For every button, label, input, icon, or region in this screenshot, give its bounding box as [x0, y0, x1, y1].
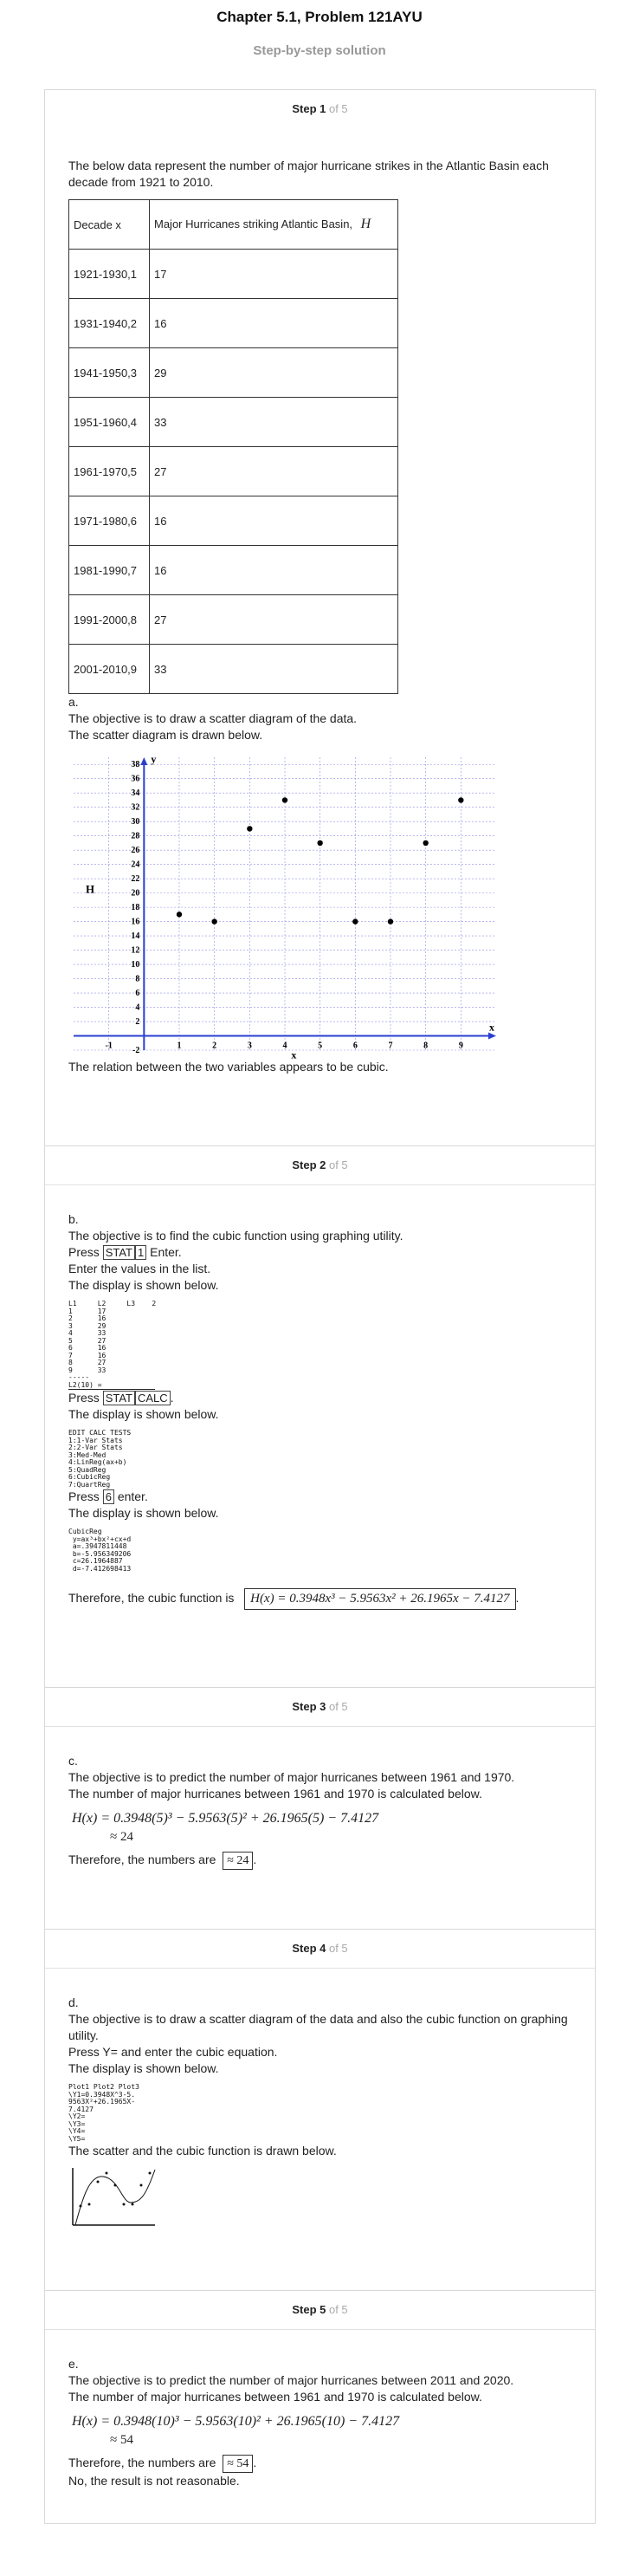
table-header-decade: Decade x	[69, 200, 150, 250]
enter-values-text: Enter the values in the list.	[68, 1262, 211, 1275]
y-tick-label: 30	[131, 817, 140, 827]
hurricane-table	[68, 199, 398, 694]
scatter-point	[317, 840, 322, 846]
part-e-answer: Therefore, the numbers are ≈ 54 .	[68, 2455, 571, 2473]
graph-point	[114, 2184, 117, 2187]
y-tick-label: 10	[131, 960, 140, 970]
y-tick-label: 24	[131, 860, 140, 870]
display-text: The display is shown below.	[68, 2061, 219, 2075]
y-tick-label: 38	[131, 760, 140, 770]
y-tick-label: 8	[135, 974, 140, 984]
table-row: 1931-1940,2 16	[69, 299, 398, 348]
table-row: 1971-1980,6 16	[69, 496, 398, 546]
table-row: 1991-2000,8 27	[69, 595, 398, 645]
step-1-header: Step 1 of 5	[292, 102, 348, 115]
part-e-objective: The objective is to predict the number of major hurricanes between 2011 and 2020.	[68, 2373, 514, 2387]
y-tick-label: -2	[132, 1046, 140, 1055]
stat-key: STAT	[103, 1245, 135, 1260]
part-c-approx: ≈ 24	[110, 1830, 133, 1844]
step-5-header: Step 5 of 5	[292, 2303, 348, 2316]
step-2-card	[44, 1145, 596, 1688]
x-tick-label: 4	[282, 1041, 287, 1051]
part-a-conclusion: The relation between the two variables appears to be cubic.	[68, 1060, 389, 1074]
y-axis-label: H	[86, 882, 95, 896]
x-tick-label: 7	[388, 1041, 393, 1051]
x-axis-label: x	[291, 1048, 297, 1059]
graph-point	[132, 2203, 134, 2206]
key-6: 6	[103, 1489, 114, 1504]
step-divider	[45, 1968, 595, 1969]
step-divider	[45, 1184, 595, 1185]
part-e-approx: ≈ 54	[110, 2433, 133, 2447]
graph-point	[123, 2203, 126, 2206]
graph-point	[88, 2203, 91, 2206]
part-d-drawn: The scatter and the cubic function is drawn below.	[68, 2144, 337, 2157]
part-e-label: e.	[68, 2357, 79, 2371]
scatter-point	[247, 826, 252, 831]
y-tick-label: 2	[135, 1017, 140, 1028]
calculator-cubicreg-screen: CubicReg y=ax³+bx²+cx+d a=.3947811448 b=-5.956349206 c=26.1964887 d=-7.412698413	[68, 1528, 132, 1573]
x-tick-label: 9	[458, 1041, 463, 1051]
scatter-point	[458, 797, 463, 802]
step-5-card	[44, 2290, 596, 2524]
calculator-y-editor-screen: Plot1 Plot2 Plot3 \Y1=0.3948X^3-5. 9563X²+26.1965X- 7.4127 \Y2= \Y3= \Y4= \Y5=	[68, 2083, 139, 2143]
press-stat-calc: Press STAT CALC .	[68, 1391, 174, 1405]
cubic-graph-screen	[68, 2164, 164, 2232]
step-divider	[45, 2329, 595, 2330]
y-axis-arrow	[140, 757, 147, 765]
graph-point	[80, 2205, 82, 2208]
table-row: 1981-1990,7 16	[69, 546, 398, 595]
scatter-chart	[68, 747, 501, 1059]
table-header-hurricanes: Major Hurricanes striking Atlantic Basin, H	[150, 200, 398, 250]
x-axis-letter: x	[489, 1021, 494, 1034]
graph-point	[140, 2184, 143, 2187]
cubic-function-box: H(x) = 0.3948x³ − 5.9563x² + 26.1965x − 7.4127	[244, 1588, 515, 1610]
display-text: The display is shown below.	[68, 1407, 219, 1421]
part-c-calc: The number of major hurricanes between 1961 and 1970 is calculated below.	[68, 1787, 482, 1801]
y-tick-label: 26	[131, 846, 140, 856]
calc-key: CALC	[135, 1391, 171, 1405]
y-tick-label: 6	[135, 989, 140, 999]
scatter-point	[211, 918, 216, 924]
y-tick-label: 16	[131, 917, 140, 927]
table-row: 1941-1950,3 29	[69, 348, 398, 398]
y-tick-label: 14	[131, 931, 140, 942]
x-tick-label: 5	[318, 1041, 323, 1051]
y-axis-letter: y	[151, 753, 157, 765]
part-e-equation: H(x) = 0.3948(10)³ − 5.9563(10)² + 26.1965(10) − 7.4127	[72, 2414, 400, 2429]
x-tick-label: 6	[352, 1041, 358, 1051]
scatter-point	[352, 918, 358, 924]
press-6: Press 6 enter.	[68, 1489, 148, 1503]
y-tick-label: 28	[131, 831, 140, 841]
x-axis-arrow	[488, 1033, 496, 1040]
part-c-objective: The objective is to predict the number of major hurricanes between 1961 and 1970.	[68, 1770, 515, 1784]
answer-box: ≈ 54	[223, 2455, 253, 2473]
table-row: 1961-1970,5 27	[69, 447, 398, 496]
part-e-reasonable: No, the result is not reasonable.	[68, 2474, 240, 2488]
x-tick-label: 2	[212, 1041, 217, 1051]
y-tick-label: 36	[131, 774, 140, 784]
x-tick-label: 3	[247, 1041, 252, 1051]
table-header-row	[69, 200, 398, 250]
table-row: 1951-1960,4 33	[69, 398, 398, 447]
step-3-header: Step 3 of 5	[292, 1700, 348, 1713]
y-tick-label: 32	[131, 802, 140, 813]
x-tick-label: 8	[423, 1041, 429, 1051]
part-c-label: c.	[68, 1754, 78, 1768]
graph-point	[149, 2172, 152, 2175]
y-tick-label: 12	[131, 945, 140, 956]
graph-point	[97, 2181, 100, 2183]
key-1: 1	[135, 1245, 146, 1260]
y-tick-label: 34	[131, 788, 140, 799]
cubic-curve	[75, 2170, 155, 2225]
part-d-label: d.	[68, 1995, 79, 2009]
y-tick-label: 4	[135, 1002, 140, 1013]
page-title: Chapter 5.1, Problem 121AYU	[216, 9, 423, 25]
scatter-point	[282, 797, 287, 802]
part-c-answer: Therefore, the numbers are ≈ 24 .	[68, 1852, 571, 1870]
display-text: The display is shown below.	[68, 1278, 219, 1292]
scatter-point	[177, 912, 182, 917]
step-4-card	[44, 1929, 596, 2291]
press-stat-1: Press STAT 1 Enter.	[68, 1245, 182, 1259]
part-a-objective: The objective is to draw a scatter diagram of the data.	[68, 711, 358, 725]
x-tick-label: 1	[177, 1041, 182, 1051]
scatter-point	[423, 840, 428, 846]
calculator-calc-menu-screen: EDIT CALC TESTS 1:1-Var Stats 2:2-Var Stats 3:Med-Med 4:LinReg(ax+b) 5:QuadReg 6:CubicReg 7:QuartReg	[68, 1429, 132, 1489]
step-3-card	[44, 1687, 596, 1930]
calculator-list-screen: L1 L2 L3 2 1 17 2 16 3 29 4 33 5 27 6 16 7 16 8 27 9 33 ----- L2(10) =	[68, 1300, 157, 1389]
part-b-objective: The objective is to find the cubic function using graphing utility.	[68, 1229, 403, 1243]
scatter-point	[388, 918, 393, 924]
display-text: The display is shown below.	[68, 1506, 219, 1520]
y-tick-label: 20	[131, 888, 140, 899]
page-subtitle: Step-by-step solution	[253, 43, 386, 58]
x-tick-label: -1	[105, 1041, 113, 1051]
part-e-calc: The number of major hurricanes between 1961 and 1970 is calculated below.	[68, 2390, 482, 2404]
table-row: 1921-1930,1 17	[69, 250, 398, 299]
step-1-intro: The below data represent the number of major hurricane strikes in the Atlantic Basin each decade from 1921 to 2010.	[68, 159, 549, 189]
y-tick-label: 22	[131, 874, 140, 885]
table-row: 2001-2010,9 33	[69, 645, 398, 694]
y-tick-label: 18	[131, 903, 140, 913]
part-d-press: Press Y= and enter the cubic equation.	[68, 2045, 278, 2059]
part-d-objective: The objective is to draw a scatter diagram of the data and also the cubic function on graphing utility.	[68, 2012, 568, 2042]
part-b-label: b.	[68, 1212, 79, 1226]
stat-key: STAT	[103, 1391, 135, 1405]
step-2-header: Step 2 of 5	[292, 1158, 348, 1171]
graph-point	[106, 2172, 108, 2175]
cubic-function-result: Therefore, the cubic function is H(x) = 0.3948x³ − 5.9563x² + 26.1965x − 7.4127 .	[68, 1588, 571, 1610]
answer-box: ≈ 24	[223, 1852, 253, 1870]
step-divider	[45, 1726, 595, 1727]
part-a-drawn: The scatter diagram is drawn below.	[68, 728, 263, 742]
part-a-label: a.	[68, 695, 79, 709]
step-4-header: Step 4 of 5	[292, 1942, 348, 1955]
part-c-equation: H(x) = 0.3948(5)³ − 5.9563(5)² + 26.1965(5) − 7.4127	[72, 1811, 379, 1826]
step-1-card	[44, 89, 596, 1146]
